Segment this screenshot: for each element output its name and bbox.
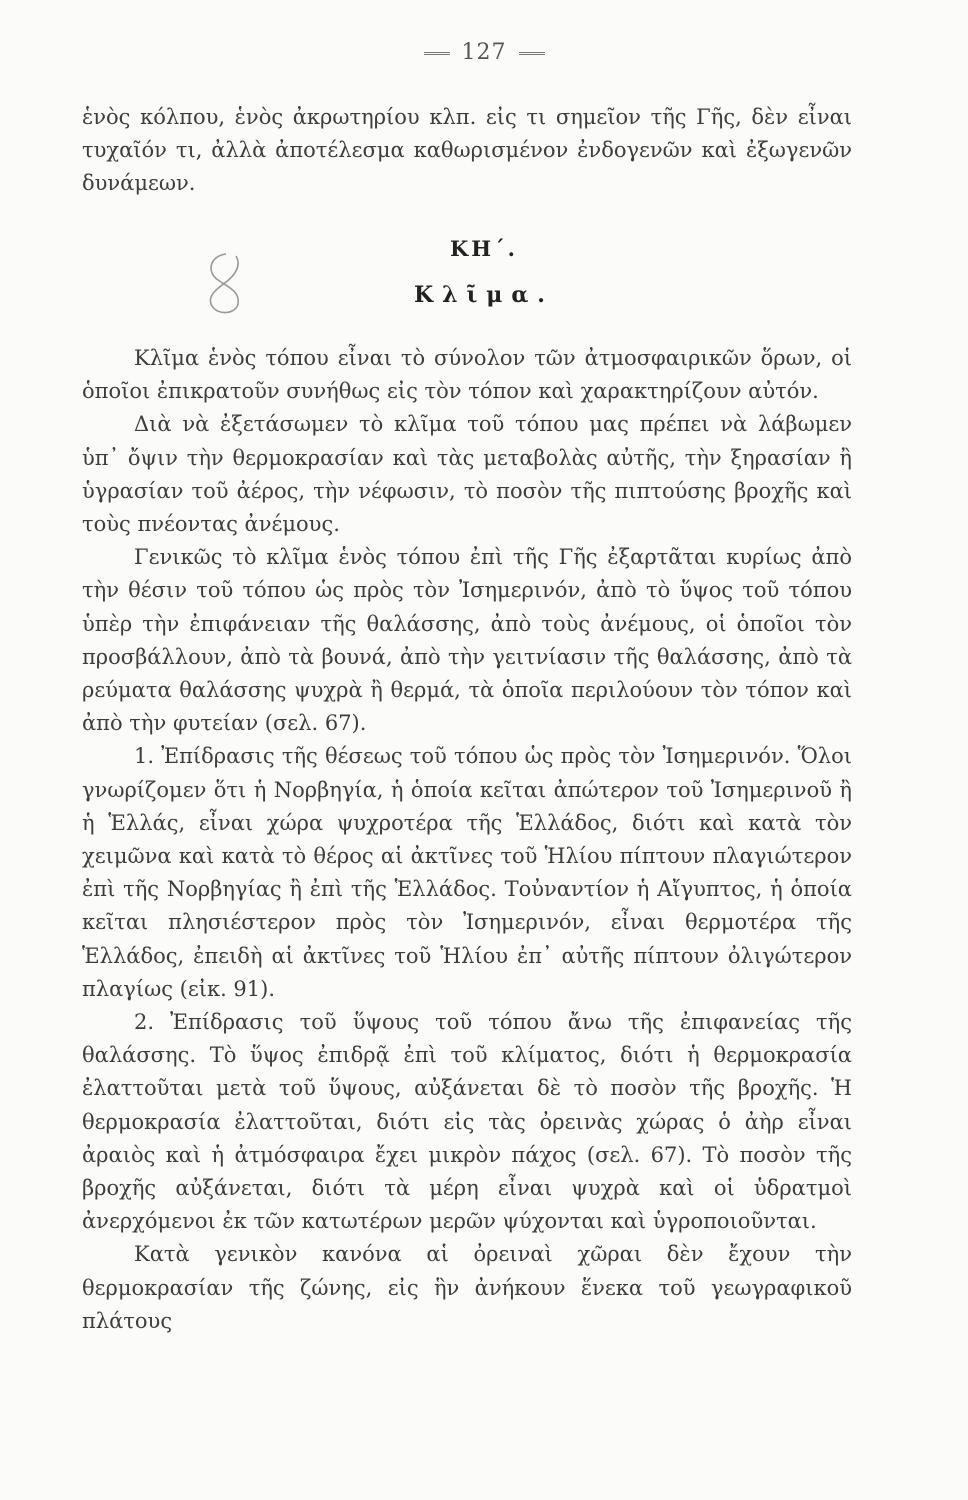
page-number: 127 [461,40,507,65]
paragraph-altitude: 2. Ἐπίδρασις τοῦ ὕψους τοῦ τόπου ἄνω τῆς ἐπιφανείας τῆς θαλάσσης. Τὸ ὕψος ἐπιδρᾷ ἐπὶ τοῦ κλίματος, διότι ἡ θερμοκρασία ἐλαττοῦται μετὰ τοῦ ὕψους, αὐξάνεται δὲ τὸ ποσὸν τῆς βροχῆς. Ἡ θερμοκρασία ἐλαττοῦται, διότι εἰς τὰς ὀρεινὰς χώρας ὁ ἀὴρ εἶναι ἀραιὸς καὶ ἡ ἀτμόσφαιρα ἔχει μικρὸν πάχος (σελ. 67). Τὸ ποσὸν τῆς βροχῆς αὐξάνεται, διότι τὰ μέρη εἶναι ψυχρὰ καὶ οἱ ὑδρατμοὶ ἀνερχόμενοι ἐκ τῶν κατωτέρων μερῶν ψύχονται καὶ ὑγροποιοῦνται. [82,1010,852,1234]
intro-text [82,101,852,201]
left-rule [424,52,450,55]
body-text [82,342,852,1338]
chapter-number: ΚΗ΄. [450,236,518,261]
paragraph-dependencies: Γενικῶς τὸ κλῖμα ἑνὸς τόπου ἐπὶ τῆς Γῆς ἐξαρτᾶται κυρίως ἀπὸ τὴν θέσιν τοῦ τόπου ὡς πρὸς τὸν Ἰσημερινόν, ἀπὸ τὸ ὕψος τοῦ τόπου ὑπὲρ τὴν ἐπιφάνειαν τῆς θαλάσσης, ἀπὸ τοὺς ἀνέμους, οἱ ὁποῖοι τὸν προσβάλλουν, ἀπὸ τὰ βουνά, ἀπὸ τὴν γειτνίασιν τῆς θαλάσσης, ἀπὸ τὰ ρεύματα θαλάσσης ψυχρὰ ἢ θερμά, τὰ ὁποῖα περιλούουν τὸν τόπον καὶ ἀπὸ τὴν φυτείαν (σελ. 67). [82,545,852,736]
paragraph-factors-study: Διὰ νὰ ἐξετάσωμεν τὸ κλῖμα τοῦ τόπου μας πρέπει νὰ λάβωμεν ὑπ᾿ ὄψιν τὴν θερμοκρασίαν καὶ τὰς μεταβολὰς αὐτῆς, τὴν ξηρασίαν ἢ ὑγρασίαν τοῦ ἀέρος, τὴν νέφωσιν, τὸ ποσὸν τῆς πιπτούσης βροχῆς καὶ τοὺς πνέοντας ἀνέμους. [82,412,852,537]
chapter-title: Κλῖμα. [414,282,554,308]
intro-paragraph: ἑνὸς κόλπου, ἑνὸς ἀκρωτηρίου κλπ. εἰς τι σημεῖον τῆς Γῆς, δὲν εἶναι τυχαῖόν τι, ἀλλὰ ἀποτέλεσμα καθωρισμένον ἐνδογενῶν καὶ ἐξωγενῶν δυνάμεων. [82,105,852,196]
paragraph-position: 1. Ἐπίδρασις τῆς θέσεως τοῦ τόπου ὡς πρὸς τὸν Ἰσημερινόν. Ὅλοι γνωρίζομεν ὅτι ἡ Νορβηγία, ἡ ὁποία κεῖται ἀπώτερον τοῦ Ἰσημερινοῦ ἢ ἡ Ἑλλάς, εἶναι χώρα ψυχροτέρα τῆς Ἑλλάδος, διότι καὶ κατὰ τὸν χειμῶνα καὶ κατὰ τὸ θέρος αἱ ἀκτῖνες τοῦ Ἡλίου πίπτουν πλαγιώτερον ἐπὶ τῆς Νορβηγίας ἢ ἐπὶ τῆς Ἑλλάδος. Τοὐναντίον ἡ Αἴγυπτος, ἡ ὁποία κεῖται πλησιέστερον πρὸς τὸν Ἰσημερινόν, εἶναι θερμοτέρα τῆς Ἑλλάδος, ἐπειδὴ αἱ ἀκτῖνες τοῦ Ἡλίου ἐπ᾿ αὐτῆς πίπτουν ὀλιγώτερον πλαγίως (εἰκ. 91). [82,744,852,1001]
right-rule [519,52,545,55]
page-header [0,40,968,65]
paragraph-definition: Κλῖμα ἑνὸς τόπου εἶναι τὸ σύνολον τῶν ἀτμοσφαιρικῶν ὅρων, οἱ ὁποῖοι ἐπικρατοῦν συνήθως εἰς τὸν τόπον καὶ χαρακτηρίζουν αὐτόν. [82,346,852,404]
paragraph-mountain-regions: Κατὰ γενικὸν κανόνα αἱ ὀρειναὶ χῶραι δὲν ἔχουν τὴν θερμοκρασίαν τῆς ζώνης, εἰς ἣν ἀνήκουν ἕνεκα τοῦ γεωγραφικοῦ πλάτους [82,1242,852,1333]
